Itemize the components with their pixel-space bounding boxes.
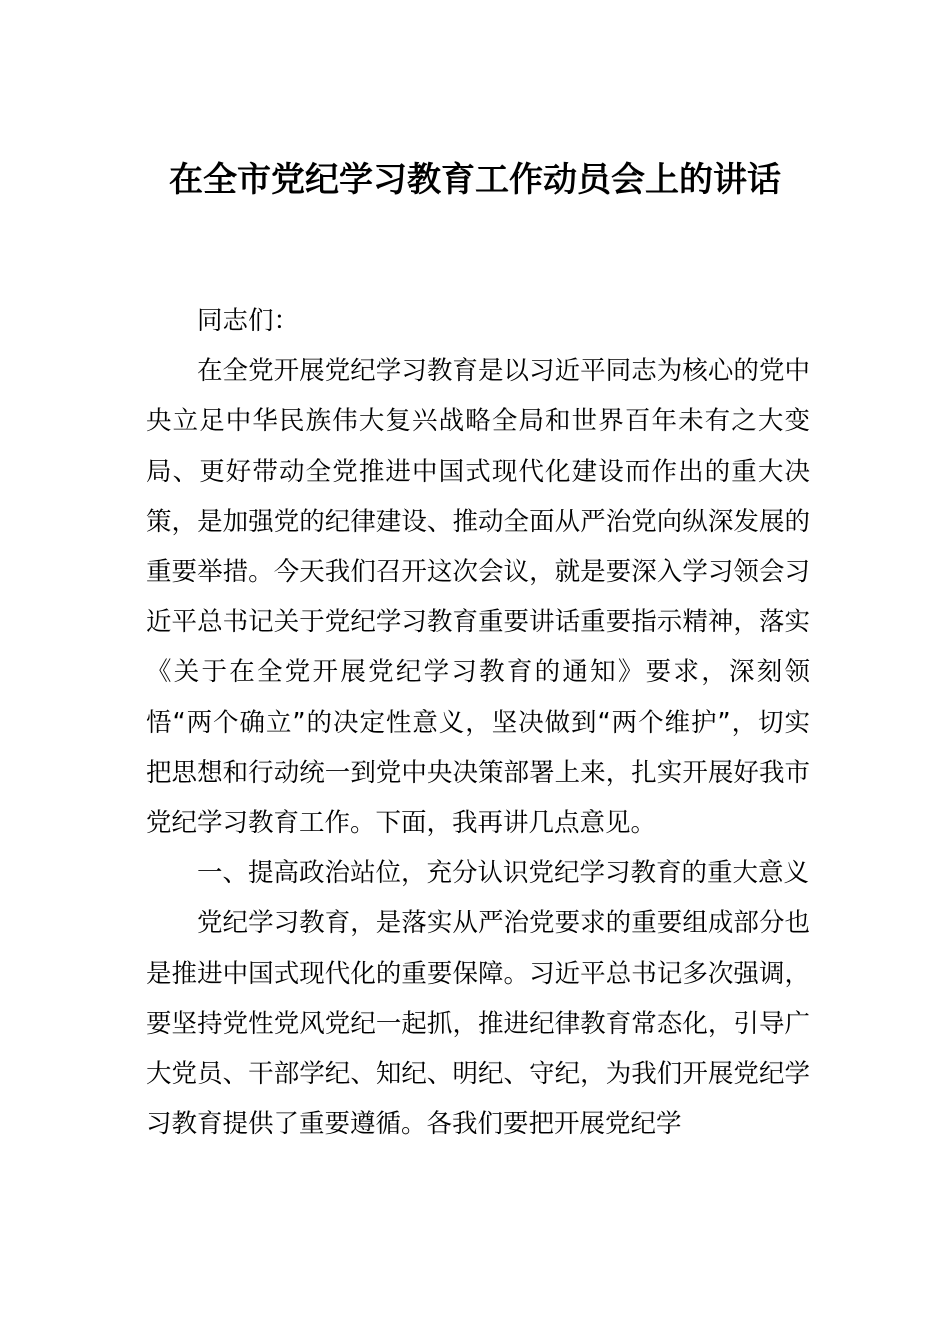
body-paragraph: 在全党开展党纪学习教育是以习近平同志为核心的党中央立足中华民族伟大复兴战略全局和世界百年未有之大变局、更好带动全党推进中国式现代化建设而作出的重大决策，是加强党的纪律建设、推动全面从严治党向纵深发展的重要举措。今天我们召开这次会议，就是要深入学习领会习近平总书记关于党纪学习教育重要讲话重要指示精神，落实《关于在全党开展党纪学习教育的通知》要求，深刻领悟“两个确立”的决定性意义，坚决做到“两个维护”，切实把思想和行动统一到党中央决策部署上来，扎实开展好我市党纪学习教育工作。下面，我再讲几点意见。 bbox=[146, 356, 810, 839]
body-paragraph: 党纪学习教育，是落实从严治党要求的重要组成部分也是推进中国式现代化的重要保障。习近平总书记多次强调，要坚持党性党风党纪一起抓，推进纪律教育常态化，引导广大党员、干部学纪、知纪、明纪、守纪，为我们开展党纪学习教育提供了重要遵循。各我们要把开展党纪学 bbox=[146, 908, 810, 1140]
document-body bbox=[146, 296, 810, 1149]
salutation-paragraph: 同志们： bbox=[197, 306, 300, 336]
document-title: 在全市党纪学习教育工作动员会上的讲话 bbox=[169, 160, 781, 200]
section-heading: 一、提高政治站位，充分认识党纪学习教育的重大意义 bbox=[197, 858, 810, 889]
